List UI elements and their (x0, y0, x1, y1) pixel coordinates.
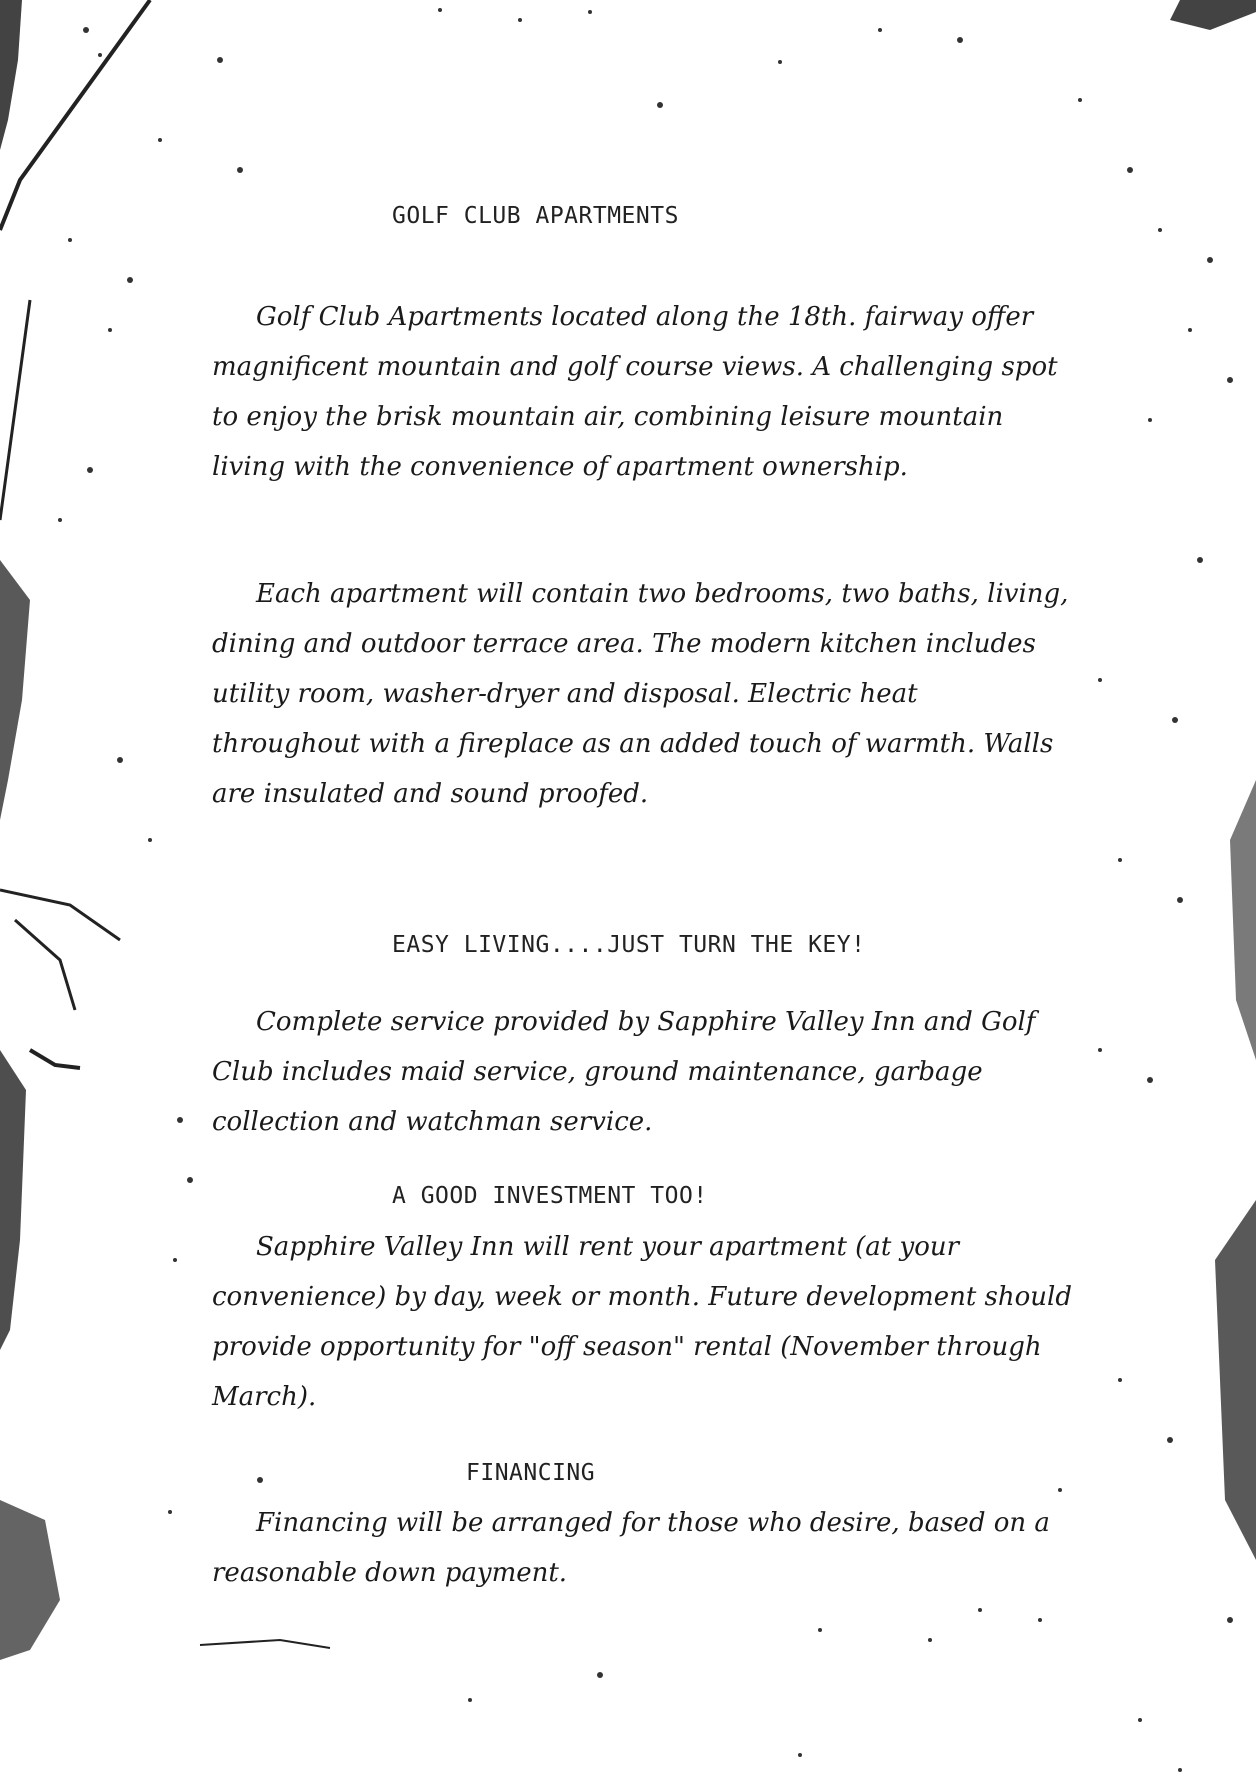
investment-heading: A GOOD INVESTMENT TOO! (392, 1183, 708, 1209)
easy-living-paragraph: Complete service provided by Sapphire Valley Inn and Golf Club includes maid service, ground maintenance, garbage collection and watchman service. (212, 1007, 1036, 1137)
page-title: GOLF CLUB APARTMENTS (392, 203, 679, 229)
easy-living-heading: EASY LIVING....JUST TURN THE KEY! (392, 932, 866, 958)
features-paragraph: Each apartment will contain two bedrooms, two baths, living, dining and outdoor terrace area. The modern kitchen includes utility room, washer-dryer and disposal. Electric heat throughout with a fireplace as an added touch of warmth. Walls are insulated and sound proofed. (212, 579, 1069, 809)
investment-paragraph: Sapphire Valley Inn will rent your apartment (at your convenience) by day, week or month. Future development should provide opportunity for "off season" rental (November through March). (212, 1232, 1072, 1412)
financing-heading: FINANCING (466, 1460, 596, 1486)
intro-paragraph: Golf Club Apartments located along the 18th. fairway offer magnificent mountain and golf course views. A challenging spot to enjoy the brisk mountain air, combining leisure mountain living with the convenience of apartment ownership. (212, 302, 1058, 482)
financing-paragraph: Financing will be arranged for those who desire, based on a reasonable down payment. (212, 1508, 1050, 1588)
